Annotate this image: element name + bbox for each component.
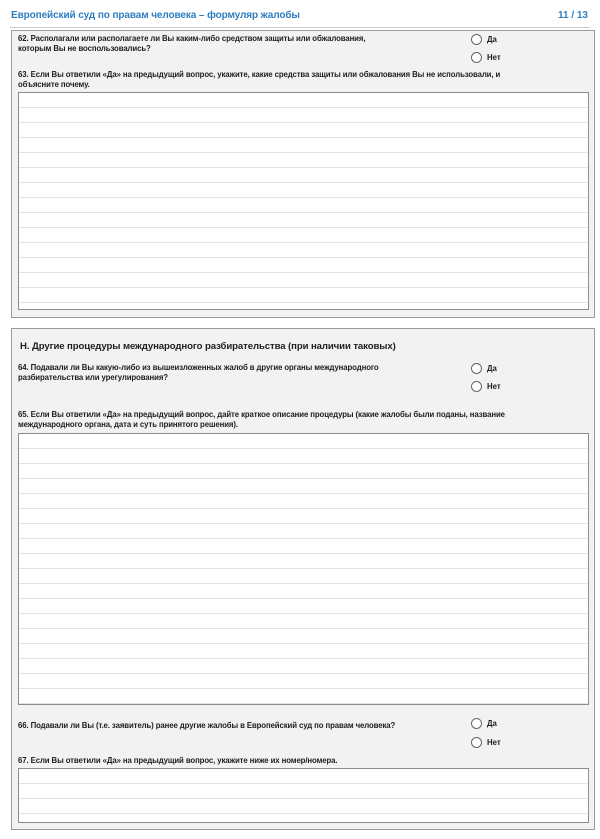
question-63-line-2: объясните почему. [18, 80, 90, 89]
q64-yes-option[interactable] [471, 362, 497, 374]
section-g-continued [11, 30, 595, 318]
question-67 [18, 756, 578, 766]
question-64-line-1: 64. Подавали ли Вы какую-либо из вышеизложенных жалоб в другие органы международного [18, 363, 379, 372]
page-number: 11 / 13 [557, 10, 588, 21]
question-64 [18, 363, 458, 383]
page-header [0, 0, 600, 30]
section-h [11, 328, 595, 830]
q62-yes-option[interactable] [471, 33, 497, 45]
q66-no-radio[interactable] [471, 737, 482, 748]
header-divider [10, 27, 590, 28]
q64-no-label: Нет [487, 381, 501, 391]
question-64-line-2: разбирательства или урегулирования? [18, 373, 168, 382]
question-65-line-2: международного органа, дата и суть принятого решения). [18, 420, 238, 429]
question-65 [18, 410, 588, 430]
q62-no-label: Нет [487, 52, 501, 62]
question-62-line-2: которым Вы не воспользовались? [18, 44, 151, 53]
question-62 [18, 34, 438, 54]
q66-yes-option[interactable] [471, 717, 497, 729]
q66-no-option[interactable] [471, 736, 501, 748]
q66-yes-label: Да [487, 718, 497, 728]
q63-answer-textarea[interactable] [18, 92, 589, 310]
q62-no-option[interactable] [471, 51, 501, 63]
q64-no-radio[interactable] [471, 381, 482, 392]
q66-no-label: Нет [487, 737, 501, 747]
q65-answer-textarea[interactable] [18, 433, 589, 705]
question-66 [18, 721, 468, 731]
q62-yes-radio[interactable] [471, 34, 482, 45]
question-65-line-1: 65. Если Вы ответили «Да» на предыдущий вопрос, дайте краткое описание процедуры (какие жалобы были поданы, название [18, 410, 505, 419]
q64-no-option[interactable] [471, 380, 501, 392]
q66-yes-radio[interactable] [471, 718, 482, 729]
question-63 [18, 70, 588, 90]
question-66-text: 66. Подавали ли Вы (т.е. заявитель) ранее другие жалобы в Европейский суд по правам человека? [18, 721, 396, 730]
question-67-text: 67. Если Вы ответили «Да» на предыдущий вопрос, укажите ниже их номер/номера. [18, 756, 338, 765]
section-h-heading: H. Другие процедуры международного разбирательства (при наличии таковых) [20, 341, 396, 352]
q62-yes-label: Да [487, 34, 497, 44]
q64-yes-label: Да [487, 363, 497, 373]
q62-no-radio[interactable] [471, 52, 482, 63]
q64-yes-radio[interactable] [471, 363, 482, 374]
question-62-line-1: 62. Располагали или располагаете ли Вы каким-либо средством защиты или обжалования, [18, 34, 366, 43]
question-63-line-1: 63. Если Вы ответили «Да» на предыдущий вопрос, укажите, какие средства защиты или обжалования Вы не использовали, и [18, 70, 501, 79]
q67-answer-textarea[interactable] [18, 768, 589, 823]
form-title: Европейский суд по правам человека – формуляр жалобы [11, 10, 300, 21]
